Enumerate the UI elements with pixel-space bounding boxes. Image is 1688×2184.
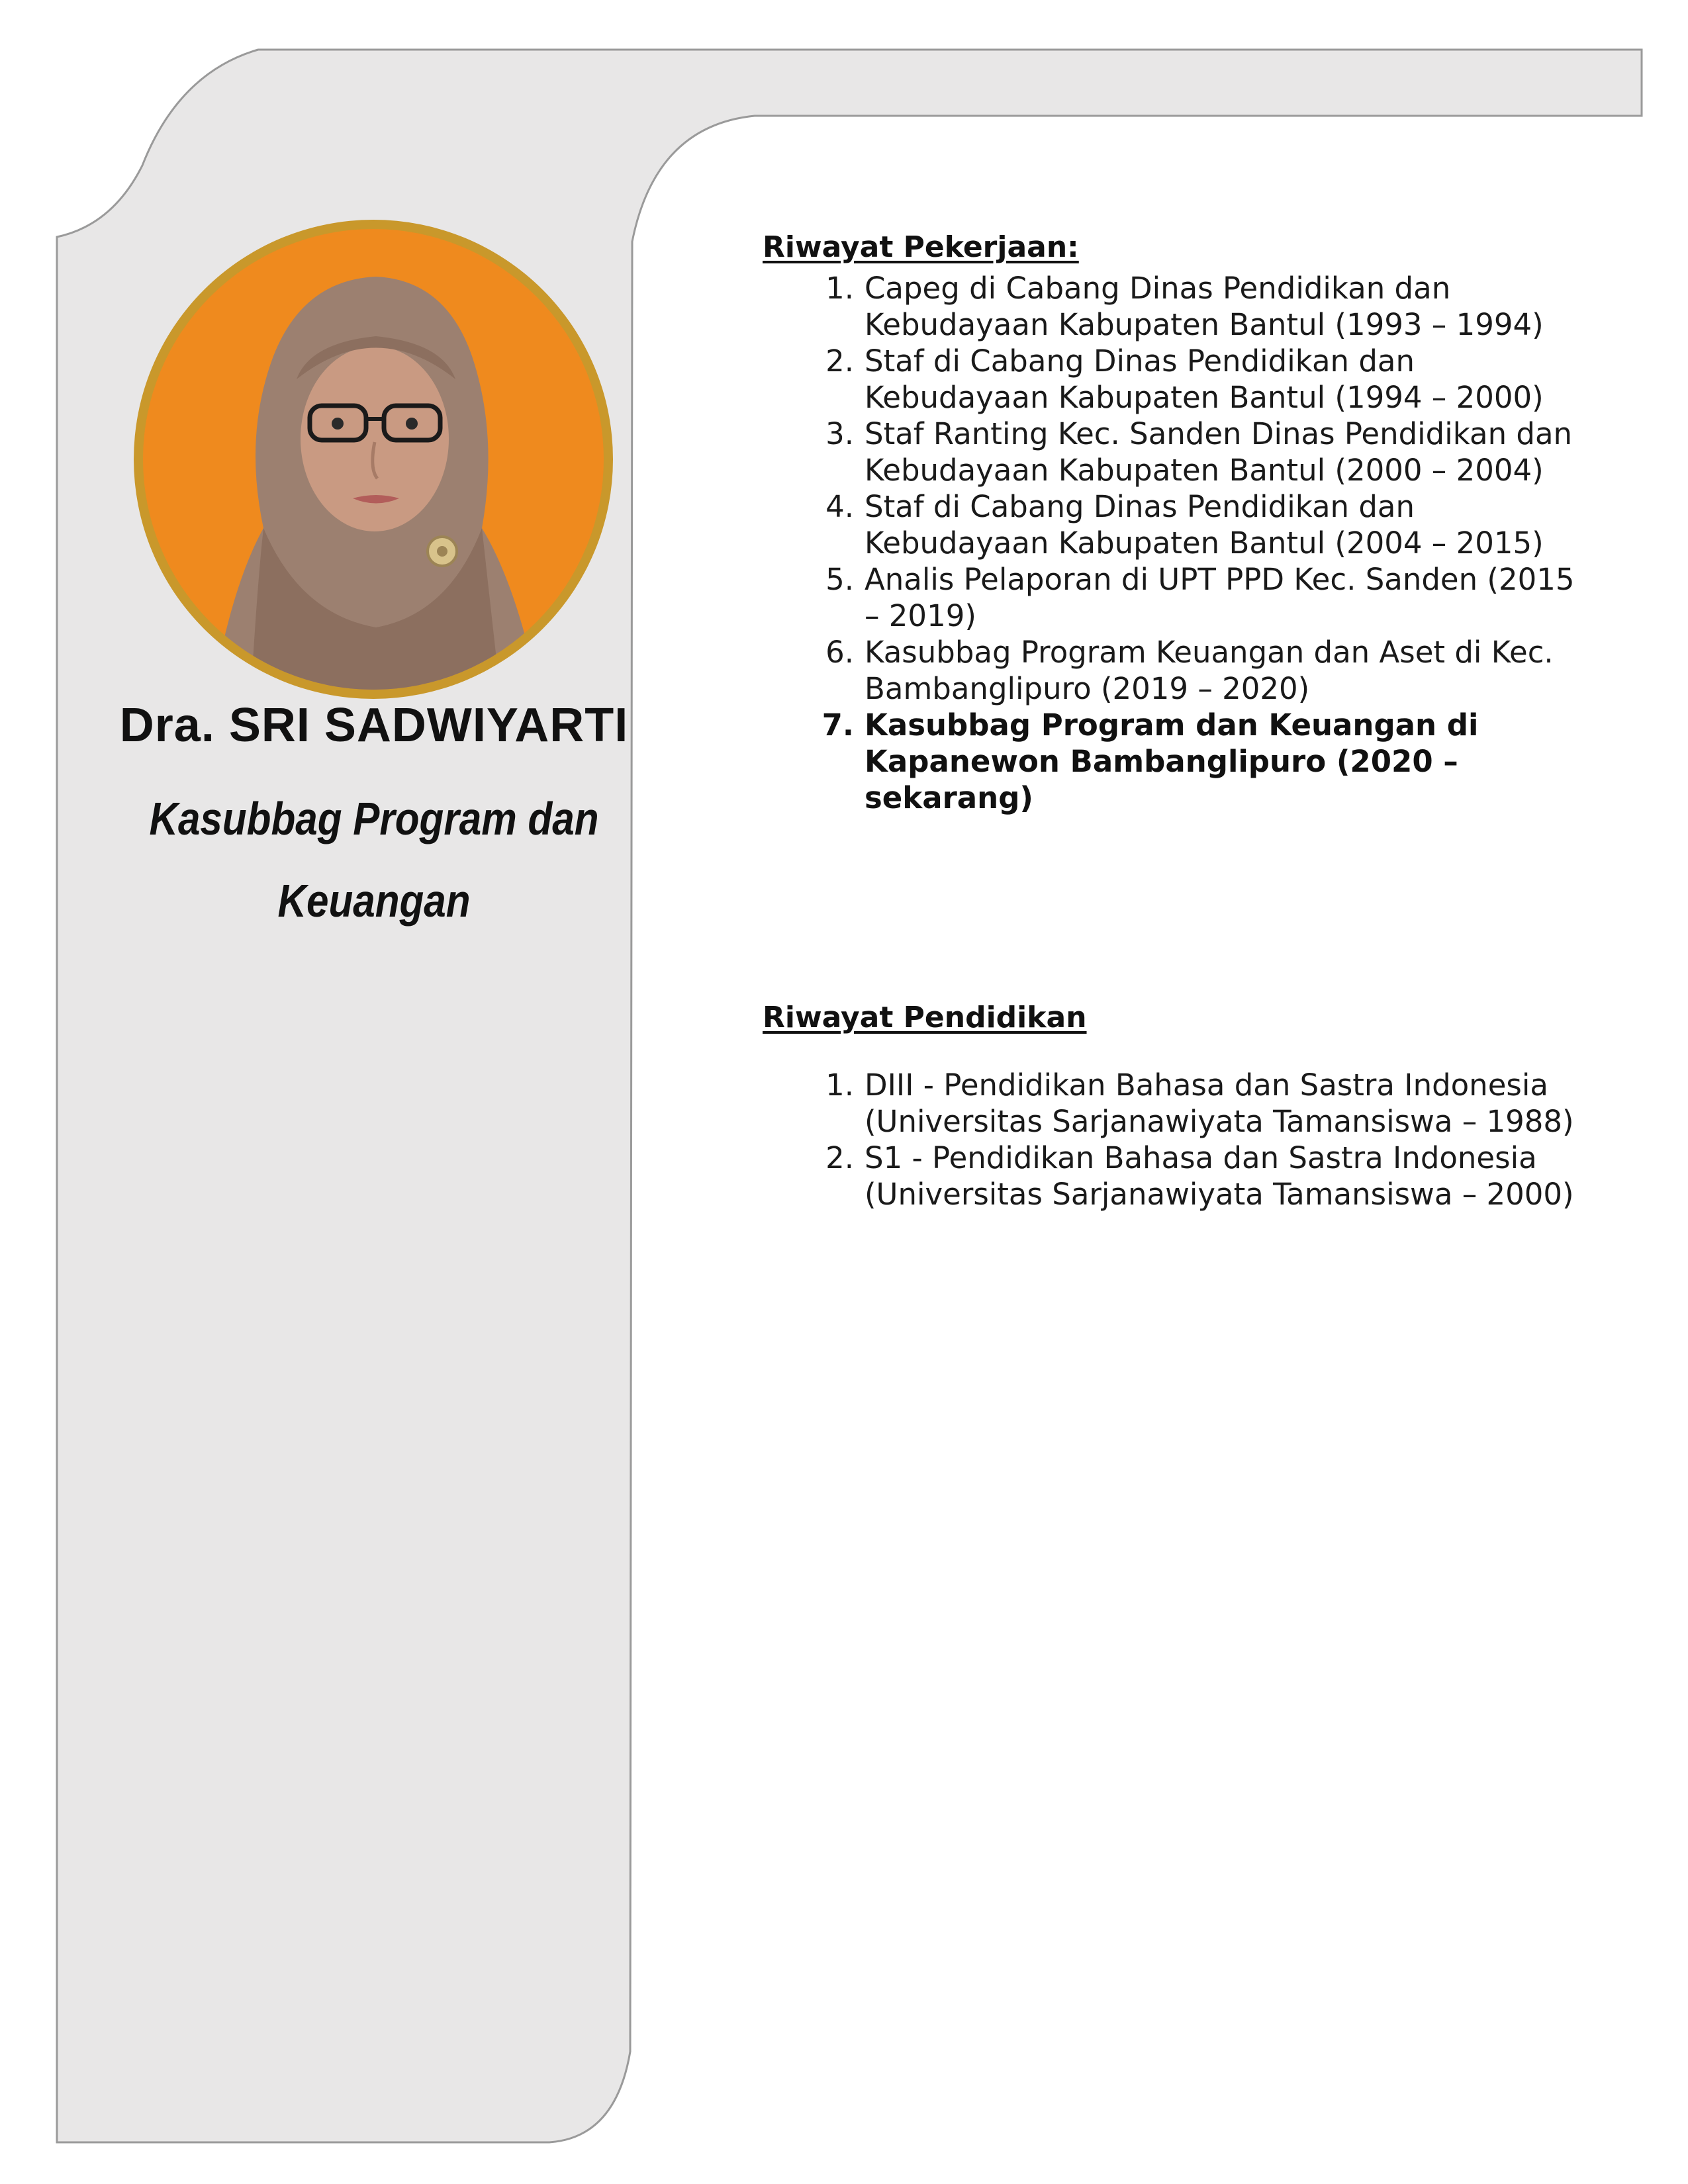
item-line-2: (Universitas Sarjanawiyata Tamansiswa – 1988)	[865, 1104, 1574, 1139]
item-line-1: Capeg di Cabang Dinas Pendidikan dan	[865, 271, 1451, 306]
education-history-item	[808, 1067, 1582, 1140]
work-history-item	[808, 416, 1582, 488]
position-line-2: Keuangan	[277, 875, 471, 927]
item-number: 6.	[825, 635, 854, 670]
work-history-item	[808, 561, 1582, 634]
profile-photo	[131, 217, 616, 702]
item-number: 2.	[825, 1140, 854, 1175]
item-line-2: Bambanglipuro (2019 – 2020)	[865, 671, 1310, 706]
item-line-2: Kapanewon Bambanglipuro (2020 – sekarang)	[865, 744, 1458, 815]
item-number: 1.	[825, 271, 854, 306]
item-line-1: Kasubbag Program dan Keuangan di	[865, 707, 1479, 743]
item-line-1: Staf Ranting Kec. Sanden Dinas Pendidikan dan	[865, 416, 1573, 451]
education-history-list	[808, 1067, 1582, 1212]
education-history-heading: Riwayat Pendidikan	[763, 1001, 1087, 1034]
item-number: 7.	[821, 707, 854, 743]
position-line-1: Kasubbag Program dan	[149, 793, 599, 844]
item-line-2: Kebudayaan Kabupaten Bantul (1994 – 2000)	[865, 380, 1544, 415]
item-line-1: Staf di Cabang Dinas Pendidikan dan	[865, 343, 1415, 379]
item-line-2: Kebudayaan Kabupaten Bantul (2000 – 2004)	[865, 453, 1544, 488]
work-history-item-current	[808, 707, 1582, 816]
item-number: 1.	[825, 1068, 854, 1103]
item-number: 2.	[825, 343, 854, 379]
work-history-list	[808, 270, 1582, 816]
work-history-heading: Riwayat Pekerjaan:	[763, 230, 1079, 264]
person-name: Dra. SRI SADWIYARTI	[119, 699, 629, 752]
item-line-2: (Universitas Sarjanawiyata Tamansiswa – 2000)	[865, 1177, 1574, 1212]
item-number: 5.	[825, 562, 854, 597]
item-line-2: Kebudayaan Kabupaten Bantul (1993 – 1994)	[865, 307, 1544, 342]
education-history-item	[808, 1140, 1582, 1212]
item-line-2: Kebudayaan Kabupaten Bantul (2004 – 2015)	[865, 525, 1544, 561]
work-history-item	[808, 488, 1582, 561]
item-line-1: Kasubbag Program Keuangan dan Aset di Kec.	[865, 635, 1554, 670]
work-history-item	[808, 343, 1582, 416]
item-number: 3.	[825, 416, 854, 451]
item-line-1: Analis Pelaporan di UPT PPD Kec. Sanden (2015	[865, 562, 1575, 597]
item-line-1: Staf di Cabang Dinas Pendidikan dan	[865, 489, 1415, 524]
item-line-2: – 2019)	[865, 598, 976, 633]
work-history-item	[808, 270, 1582, 343]
item-line-1: S1 - Pendidikan Bahasa dan Sastra Indonesia	[865, 1140, 1537, 1175]
work-history-item	[808, 634, 1582, 707]
item-number: 4.	[825, 489, 854, 524]
item-line-1: DIII - Pendidikan Bahasa dan Sastra Indonesia	[865, 1068, 1548, 1103]
person-position	[104, 778, 645, 942]
